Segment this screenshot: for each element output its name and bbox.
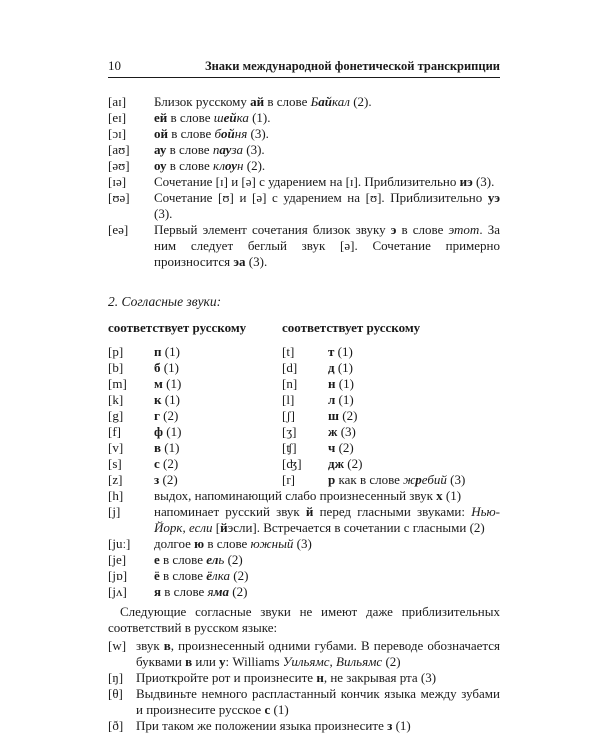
entry-row (108, 94, 500, 110)
entry-row (108, 552, 500, 568)
ipa-symbol: [g] (108, 408, 124, 423)
text-run: Б (310, 94, 319, 109)
text-run: напоминает русский звук (154, 504, 306, 519)
consonant-row (108, 472, 282, 488)
text-run: в слове (166, 158, 213, 173)
header-title: Знаки международной фонетической транскрипции (205, 59, 500, 73)
text-run: , произнесенный одними губами. В переводе обозначается буквами (136, 638, 500, 669)
entry-description (154, 504, 500, 536)
entry-description (154, 126, 500, 142)
text-run: как в слове (335, 472, 404, 487)
text-run: оу (154, 158, 167, 173)
text-run: ай (250, 94, 265, 109)
difficulty-mark: (2) (162, 472, 178, 487)
difficulty-mark: (2) (342, 408, 358, 423)
entry-description (154, 488, 500, 504)
consonant-row (108, 392, 282, 408)
ipa-symbol: [jʌ] (108, 584, 127, 599)
difficulty-mark: (1) (164, 392, 180, 407)
entry-description (154, 142, 500, 158)
text-run: ь (218, 552, 225, 567)
text-run: Близок русскому (154, 94, 251, 109)
difficulty-mark: (3) (340, 424, 356, 439)
text-run: Выдвиньте немного распластанный кончик языка между зубами и произнесите русское (136, 686, 500, 717)
entry-description (136, 638, 500, 670)
ipa-symbol: [h] (108, 488, 124, 503)
entry-row (108, 584, 500, 600)
russian-letter: м (154, 376, 163, 391)
difficulty-mark: (1) (164, 440, 180, 455)
left-column-header: соответствует русскому (108, 320, 247, 335)
russian-equivalent (328, 472, 465, 488)
text-run: я (207, 584, 214, 599)
text-run: (3) (446, 472, 466, 487)
entry-row (108, 568, 500, 584)
ipa-symbol: [f] (108, 424, 121, 439)
text-run: (3). (247, 126, 269, 141)
right-column-header: соответствует русскому (282, 320, 421, 335)
text-run: в слове (168, 126, 215, 141)
section-title: 2. Согласные звуки: (108, 294, 222, 309)
russian-letter: дж (328, 456, 345, 471)
text-run: с (264, 702, 271, 717)
entry-row (108, 504, 500, 536)
ipa-symbol: [ɪə] (108, 174, 127, 189)
text-run: (2). (243, 158, 266, 173)
text-run: ой (154, 126, 168, 141)
russian-equivalent (154, 440, 179, 456)
russian-letter: н (328, 376, 336, 391)
entry-row (108, 536, 500, 552)
russian-letter: л (328, 392, 336, 407)
text-run: в слове (264, 94, 311, 109)
entry-row (108, 110, 500, 126)
text-run: в слове (159, 552, 207, 567)
ipa-symbol: [aʊ] (108, 142, 130, 157)
russian-equivalent (328, 360, 353, 376)
text-run: ж (403, 472, 416, 487)
russian-equivalent (154, 424, 181, 440)
ipa-symbol: [eɪ] (108, 110, 127, 125)
text-run: п (212, 142, 220, 157)
text-run: При таком же положении языка произнесите (136, 718, 388, 733)
russian-equivalent (154, 360, 179, 376)
text-run: эсли]. Встречается в сочетании с гласными (2) (227, 520, 485, 535)
right-column (282, 320, 500, 488)
ipa-symbol: [juː] (108, 536, 131, 551)
text-run: оу (225, 158, 238, 173)
text-run: в слове (167, 110, 214, 125)
text-run: (3) (293, 536, 312, 551)
consonant-row (282, 408, 500, 424)
entry-row (108, 142, 500, 158)
russian-equivalent (154, 376, 181, 392)
ipa-symbol: [w] (108, 638, 127, 653)
entry-row (108, 488, 500, 504)
text-run: звук (136, 638, 164, 653)
russian-letter: б (154, 360, 161, 375)
consonant-row (108, 440, 282, 456)
consonant-row (108, 344, 282, 360)
text-run: б (214, 126, 222, 141)
russian-equivalent (328, 344, 353, 360)
entry-description (154, 190, 500, 222)
russian-equivalent (154, 456, 178, 472)
ipa-symbol: [θ] (108, 686, 123, 701)
text-run: я (154, 584, 162, 599)
text-run: ю (194, 536, 205, 551)
difficulty-mark: (1) (163, 360, 179, 375)
text-run: (3). (245, 254, 268, 269)
text-run: (1) (392, 718, 411, 733)
text-run: кл (213, 158, 226, 173)
russian-letter: т (328, 344, 335, 359)
text-run: эа (233, 254, 246, 269)
consonant-row (282, 360, 500, 376)
entry-description (154, 568, 500, 584)
ipa-symbol: [ŋ] (108, 670, 124, 685)
text-run: в (185, 654, 193, 669)
entry-description (154, 552, 500, 568)
ipa-symbol: [aɪ] (108, 94, 127, 109)
ipa-symbol: [t] (282, 344, 295, 359)
text-run: х (436, 488, 443, 503)
difficulty-mark: (1) (337, 344, 353, 359)
text-run: р (328, 472, 336, 487)
text-run: (2). (349, 94, 372, 109)
running-header (108, 58, 500, 78)
russian-letter: ш (328, 408, 339, 423)
entry-description (154, 94, 500, 110)
difficulty-mark: (2) (163, 456, 179, 471)
text-run: ел (206, 552, 219, 567)
text-run: этот (448, 222, 480, 237)
consonant-row (108, 360, 282, 376)
entry-description (154, 584, 500, 600)
russian-equivalent (154, 472, 178, 488)
consonant-row (282, 344, 500, 360)
ipa-symbol: [ʤ] (282, 456, 302, 471)
entry-row (108, 174, 500, 190)
text-run: иэ (459, 174, 473, 189)
text-run: ей (154, 110, 168, 125)
text-run: : Williams (225, 654, 283, 669)
left-column (108, 320, 282, 488)
russian-letter: с (154, 456, 160, 471)
text-run: э (390, 222, 397, 237)
more-consonants (108, 488, 500, 600)
russian-letter: з (154, 472, 160, 487)
text-run: выдох, напоминающий слабо произнесенный звук (154, 488, 437, 503)
entry-description (154, 110, 500, 126)
russian-equivalent (154, 408, 178, 424)
ipa-symbol: [b] (108, 360, 124, 375)
text-run: . За ним следует беглый звук [ə]. Сочетание примерно произносится (154, 222, 500, 269)
difficulty-mark: (2) (163, 408, 179, 423)
russian-equivalent (328, 392, 354, 408)
entry-row (108, 126, 500, 142)
text-run: Сочетание [ʊ] и [ə] с ударением на [ʊ]. Приблизительно (154, 190, 488, 205)
text-run: Приоткройте рот и произнесите (136, 670, 317, 685)
difficulty-mark: (1) (337, 360, 353, 375)
text-run: кал (332, 94, 350, 109)
russian-equivalent (154, 392, 180, 408)
text-run: уэ (487, 190, 500, 205)
no-equivalent-list (108, 638, 500, 734)
russian-equivalent (328, 408, 357, 424)
ipa-symbol: [r] (282, 472, 295, 487)
text-run: ай (318, 94, 333, 109)
page-number: 10 (108, 58, 121, 73)
entry-row (108, 222, 500, 270)
ipa-symbol: [z] (108, 472, 123, 487)
difficulty-mark: (2) (347, 456, 363, 471)
text-run: у (219, 654, 226, 669)
text-run: лка (212, 568, 230, 583)
entry-row (108, 638, 500, 670)
russian-letter: ф (154, 424, 163, 439)
difficulty-mark: (1) (338, 392, 354, 407)
ipa-symbol: [d] (282, 360, 298, 375)
text-run: (3). (243, 142, 265, 157)
text-run: ебий (421, 472, 447, 487)
ipa-symbol: [ʒ] (282, 424, 297, 439)
ipa-symbol: [je] (108, 552, 127, 567)
text-run: в слове (166, 142, 213, 157)
consonant-row (108, 376, 282, 392)
text-run: в слове (159, 568, 207, 583)
text-run: в слове (161, 584, 208, 599)
ipa-symbol: [j] (108, 504, 121, 519)
text-run: Нью-Йорк, если (154, 504, 500, 535)
text-run: в слове (204, 536, 251, 551)
russian-letter: г (154, 408, 160, 423)
text-run: (2) (228, 584, 248, 599)
text-run: ня (234, 126, 248, 141)
text-run: (1) (270, 702, 289, 717)
ipa-symbol: [l] (282, 392, 295, 407)
entry-description (136, 670, 500, 686)
ipa-symbol: [k] (108, 392, 124, 407)
ipa-symbol: [əʊ] (108, 158, 130, 173)
entry-description (136, 686, 500, 718)
consonant-row (282, 424, 500, 440)
note-paragraph: Следующие согласные звуки не имеют даже приблизительных соответствий в русском языке: (108, 604, 500, 635)
russian-equivalent (328, 440, 354, 456)
text-run: ау (219, 142, 232, 157)
ipa-symbol: [ʃ] (282, 408, 295, 423)
text-run: [ (212, 520, 221, 535)
russian-letter: ж (328, 424, 338, 439)
consonant-row (282, 472, 500, 488)
consonant-row (108, 456, 282, 472)
difficulty-mark: (2) (338, 440, 354, 455)
russian-letter: ч (328, 440, 336, 455)
consonant-row (282, 440, 500, 456)
russian-letter: д (328, 360, 335, 375)
russian-equivalent (328, 456, 362, 472)
text-run: ой (221, 126, 235, 141)
ipa-symbol: [eə] (108, 222, 129, 237)
text-run: ма (213, 584, 229, 599)
text-run: й (220, 520, 228, 535)
text-run: ш (213, 110, 224, 125)
text-run: южный (250, 536, 294, 551)
consonant-table (108, 320, 500, 488)
entry-description (154, 536, 500, 552)
consonant-row (282, 392, 500, 408)
text-run: й (305, 504, 314, 519)
diphthong-list (108, 94, 500, 270)
difficulty-mark: (1) (164, 344, 180, 359)
ipa-symbol: [ʊə] (108, 190, 130, 205)
text-run: перед гласными звуками: (313, 504, 472, 519)
difficulty-mark: (1) (166, 424, 182, 439)
text-run: Уильямс, Вильямс (282, 654, 383, 669)
text-run: в (163, 638, 171, 653)
entry-row (108, 190, 500, 222)
russian-equivalent (328, 424, 356, 440)
russian-letter: к (154, 392, 162, 407)
entry-row (108, 718, 500, 734)
entry-row (108, 670, 500, 686)
entry-row (108, 686, 500, 718)
ipa-symbol: [p] (108, 344, 124, 359)
text-run: е (154, 552, 160, 567)
text-run: р (415, 472, 422, 487)
text-run: (1). (248, 110, 271, 125)
entry-description (136, 718, 500, 734)
text-run: н (237, 158, 244, 173)
ipa-symbol: [n] (282, 376, 298, 391)
text-run: (1) (442, 488, 462, 503)
difficulty-mark: (1) (338, 376, 354, 391)
text-run: долгое (154, 536, 195, 551)
text-run: н (316, 670, 324, 685)
text-run: (3). (472, 174, 495, 189)
russian-equivalent (154, 344, 180, 360)
text-run: (2) (229, 568, 249, 583)
text-run: (2) (382, 654, 401, 669)
consonant-row (108, 408, 282, 424)
russian-letter: п (154, 344, 162, 359)
page (108, 58, 500, 734)
text-run: или (192, 654, 220, 669)
entry-description (154, 174, 500, 190)
consonant-row (282, 456, 500, 472)
text-run: Сочетание [ɪ] и [ə] с ударением на [ɪ]. Приблизительно (154, 174, 460, 189)
text-run: ау (154, 142, 167, 157)
entry-description (154, 158, 500, 174)
text-run: за (231, 142, 244, 157)
text-run: ей (223, 110, 237, 125)
text-run: (3). (154, 206, 173, 221)
text-run: ё (154, 568, 160, 583)
text-run: в слове (396, 222, 449, 237)
russian-equivalent (328, 376, 354, 392)
ipa-symbol: [jɒ] (108, 568, 128, 583)
text-run: , не закрывая рта (3) (323, 670, 437, 685)
entry-row (108, 158, 500, 174)
text-run: з (387, 718, 393, 733)
ipa-symbol: [ʧ] (282, 440, 297, 455)
ipa-symbol: [ð] (108, 718, 124, 733)
text-run: Первый элемент сочетания близок звуку (154, 222, 391, 237)
consonant-row (282, 376, 500, 392)
text-run: (2) (224, 552, 243, 567)
text-run: ка (236, 110, 249, 125)
ipa-symbol: [v] (108, 440, 124, 455)
russian-letter: в (154, 440, 162, 455)
ipa-symbol: [ɔɪ] (108, 126, 127, 141)
ipa-symbol: [s] (108, 456, 122, 471)
consonant-row (108, 424, 282, 440)
text-run: ё (206, 568, 213, 583)
ipa-symbol: [m] (108, 376, 127, 391)
entry-description (154, 222, 500, 270)
difficulty-mark: (1) (166, 376, 182, 391)
